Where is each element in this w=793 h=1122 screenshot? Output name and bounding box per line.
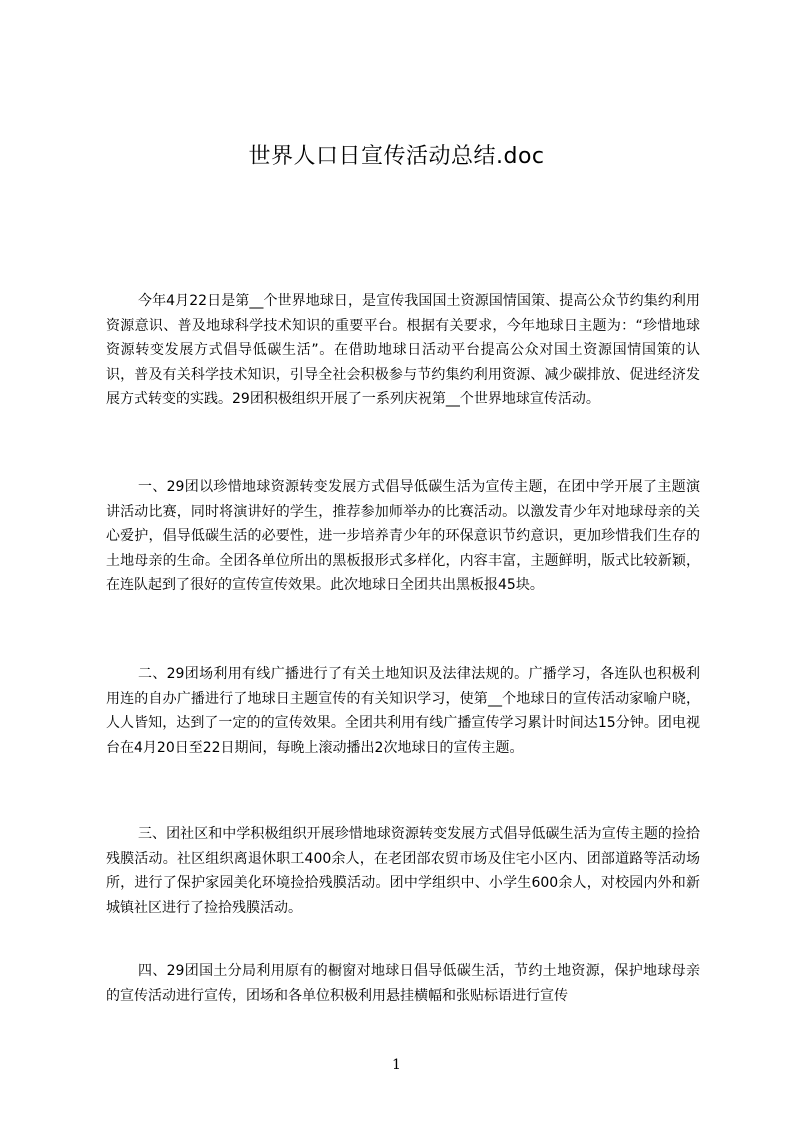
paragraph-section-3: 三、团社区和中学积极组织开展珍惜地球资源转变发展方式倡导低碳生活为宣传主题的捡拾残膜活动。社区组织离退休职工400余人，在老团部农贸市场及住宅小区内、团部道路等活动场所，进行了保护家园美化环境捡拾残膜活动。团中学组织中、小学生600余人，对校园内外和新城镇社区进行了捡拾残膜活动。 [106, 826, 700, 916]
paragraph-section-4: 四、29团国土分局利用原有的橱窗对地球日倡导低碳生活，节约土地资源，保护地球母亲的宣传活动进行宣传，团场和各单位积极利用悬挂横幅和张贴标语进行宣传 [106, 963, 700, 1004]
document-title: 世界人口日宣传活动总结.doc [248, 144, 545, 169]
paragraph-intro: 今年4月22日是第__个世界地球日，是宣传我国国土资源国情国策、提高公众节约集约利用资源意识、普及地球科学技术知识的重要平台。根据有关要求，今年地球日主题为：“珍惜地球资源转变发展方式倡导低碳生活”。在借助地球日活动平台提高公众对国土资源国情国策的认识，普及有关科学技术知识，引导全社会积极参与节约集约利用资源、减少碳排放、促进经济发展方式转变的实践。29团积极组织开展了一系列庆祝第__个世界地球宣传活动。 [106, 293, 700, 407]
paragraph-section-2: 二、29团场利用有线广播进行了有关土地知识及法律法规的。广播学习，各连队也积极利用连的自办广播进行了地球日主题宣传的有关知识学习，使第__个地球日的宣传活动家喻户晓，人人皆知，达到了一定的的宣传效果。全团共利用有线广播宣传学习累计时间达15分钟。团电视台在4月20日至22日期间，每晚上滚动播出2次地球日的宣传主题。 [106, 666, 700, 756]
page-number: 1 [392, 1057, 401, 1073]
paragraph-section-1: 一、29团以珍惜地球资源转变发展方式倡导低碳生活为宣传主题，在团中学开展了主题演讲活动比赛，同时将演讲好的学生，推荐参加师举办的比赛活动。以激发青少年对地球母亲的关心爱护，倡导低碳生活的必要性，进一步培养青少年的环保意识节约意识，更加珍惜我们生存的土地母亲的生命。全团各单位所出的黑板报形式多样化，内容丰富，主题鲜明，版式比较新颖，在连队起到了很好的宣传宣传效果。此次地球日全团共出黑板报45块。 [106, 479, 700, 593]
